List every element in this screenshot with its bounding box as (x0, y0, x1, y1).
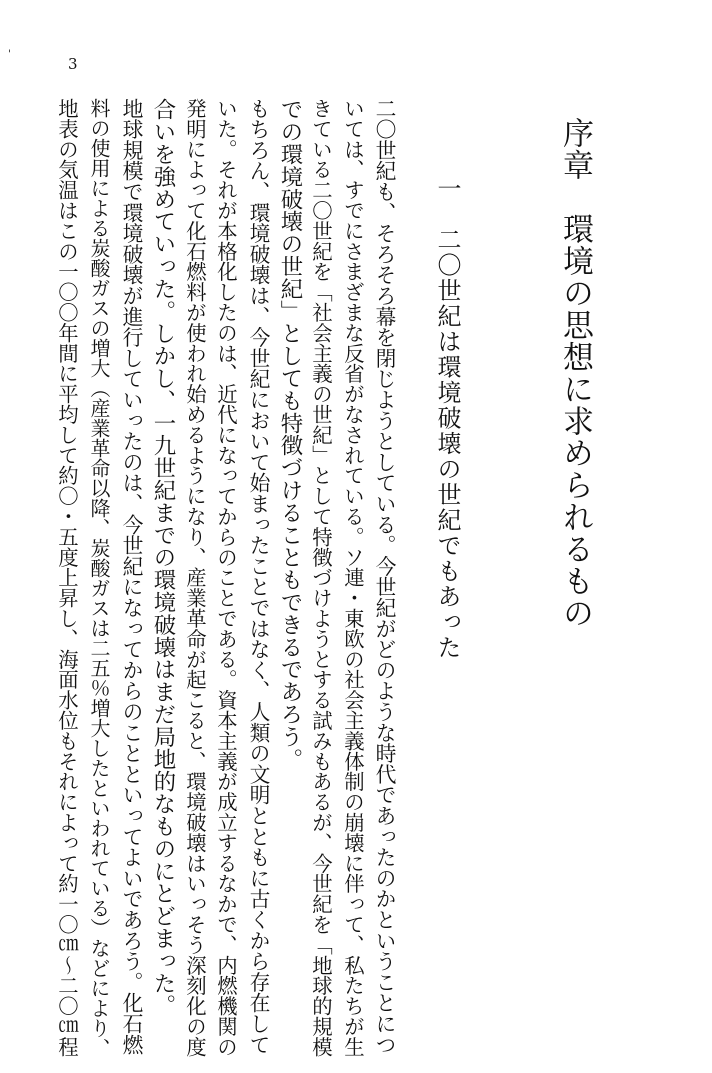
body-line: 料の使用による炭酸ガスの増大（産業革命以降、炭酸ガスは二五％増大したといわれている）などにより、 (87, 98, 111, 1058)
body-line: 地球規模で環境破壊が進行していったのは、今世紀になってからのことといってよいであろう。化石燃 (119, 98, 143, 1055)
body-line: 合いを強めていった。しかし、一九世紀までの環境破壊はまだ局地的なものにとどまった。 (150, 98, 176, 1017)
body-line: もちろん、環境破壊は、今世紀において始まったことではなく、人類の文明とともに古くから存在して (246, 98, 270, 1055)
body-line: での環境破壊の世紀」としても特徴づけることもできるであろう。 (277, 98, 303, 770)
body-line: 地表の気温はこの一〇〇年間に平均して約〇・五度上昇し、海面水位もそれによって約一〇㎝～二〇㎝程 (55, 98, 79, 1057)
chapter-title: 序章 環境の思想に求められるもの (557, 117, 593, 629)
body-line: いては、すでにさまざまな反省がなされている。ソ連・東欧の社会主義体制の崩壊に伴って、私たちが生 (341, 98, 365, 1057)
body-line: いた。それが本格化したのは、近代になってからのことである。資本主義が成立するなかで、内燃機関の (214, 98, 238, 1057)
page-number: 3 (68, 55, 78, 73)
body-line: 発明によって化石燃料が使われ始めるようになり、産業革命が起こると、環境破壊はいっそう深刻化の度 (183, 98, 207, 1057)
corner-mark: ' (8, 49, 11, 60)
body-line: きている二〇世紀を「社会主義の世紀」として特徴づけようとする試みもあるが、今世紀を「地球的規模 (309, 98, 333, 1057)
body-line: 二〇世紀も、そろそろ幕を閉じようとしている。今世紀がどのような時代であったのかということにつ (372, 98, 396, 1055)
section-heading: 一 二〇世紀は環境破壊の世紀でもあった (433, 176, 461, 661)
